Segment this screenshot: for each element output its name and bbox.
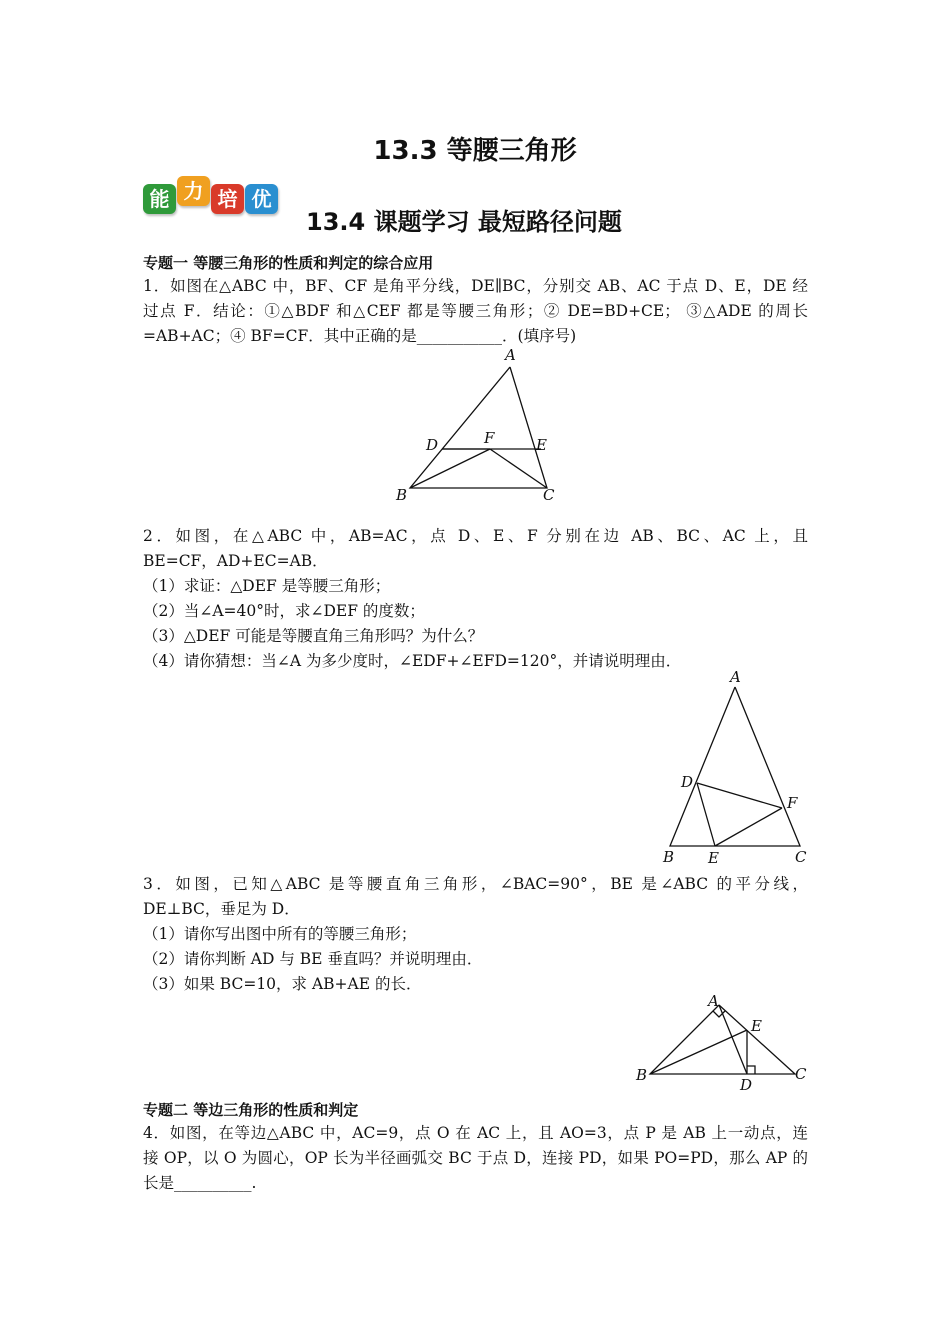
page-subtitle: 13.4 课题学习 最短路径问题 <box>306 208 622 236</box>
badge-char-4: 优 <box>245 184 278 214</box>
q2-line-3: （1）求证：△DEF 是等腰三角形； <box>143 577 391 595</box>
q3-figure <box>630 988 815 1093</box>
q1-label-e: E <box>536 436 547 454</box>
q2-line-6: （4）请你猜想：当∠A 为多少度时，∠EDF+∠EFD=120°，并请说明理由． <box>143 652 682 670</box>
badge-char-2: 力 <box>177 176 210 206</box>
q2-label-e: E <box>708 849 719 867</box>
q3-label-c: C <box>795 1065 807 1083</box>
q4-line-2: 接 OP，以 O 为圆心，OP 长为半径画弧交 BC 于点 D，连接 PD，如果 PO=PD，那么 AP 的 <box>143 1149 808 1167</box>
q2-label-c: C <box>795 848 807 866</box>
q2-label-a: A <box>730 668 741 686</box>
q3-line-5: （3）如果 BC=10，求 AB+AE 的长． <box>143 975 422 993</box>
q1-line-2: 过点 F．结论：①△BDF 和△CEF 都是等腰三角形；② DE=BD+CE； ③△ADE 的周长 <box>143 302 808 320</box>
section-heading-1: 专题一 等腰三角形的性质和判定的综合应用 <box>143 254 434 272</box>
q3-label-a: A <box>708 992 719 1010</box>
q3-label-d: D <box>740 1076 753 1093</box>
q2-line-5: （3）△DEF 可能是等腰直角三角形吗？为什么？ <box>143 627 484 645</box>
q2-figure <box>655 665 815 870</box>
q2-label-b: B <box>663 848 675 866</box>
ability-badge-logo <box>143 176 279 220</box>
q4-line-3: 长是__________. <box>143 1174 257 1192</box>
q3-line-2: DE⊥BC，垂足为 D． <box>143 900 300 918</box>
q3-line-4: （2）请你判断 AD 与 BE 垂直吗？并说明理由． <box>143 950 483 968</box>
q3-label-b: B <box>636 1066 648 1084</box>
section-heading-2: 专题二 等边三角形的性质和判定 <box>143 1101 359 1119</box>
q2-line-4: （2）当∠A=40°时，求∠DEF 的度数； <box>143 602 425 620</box>
badge-char-1: 能 <box>143 184 176 214</box>
q3-line-1: 3．如图，已知△ABC 是等腰直角三角形，∠BAC=90°，BE 是∠ABC 的平分线， <box>143 875 808 893</box>
q1-label-c: C <box>543 486 555 504</box>
q4-line-1: 4．如图，在等边△ABC 中，AC=9，点 O 在 AC 上，且 AO=3，点 P 是 AB 上一动点，连 <box>143 1124 808 1142</box>
page-title: 13.3 等腰三角形 <box>373 136 577 166</box>
q1-label-f: F <box>484 429 495 447</box>
q1-line-3: =AB+AC；④ BF=CF．其中正确的是___________．(填序号) <box>143 327 577 345</box>
q1-figure <box>390 340 570 510</box>
q1-label-a: A <box>505 346 516 364</box>
q2-label-f: F <box>787 794 798 812</box>
q3-line-3: （1）请你写出图中所有的等腰三角形； <box>143 925 417 943</box>
q3-label-e: E <box>751 1017 762 1035</box>
q1-label-d: D <box>426 436 439 454</box>
q1-label-b: B <box>396 486 408 504</box>
q1-line-1: 1．如图在△ABC 中，BF、CF 是角平分线，DE∥BC，分别交 AB、AC 于点 D、E，DE 经 <box>143 277 808 295</box>
q2-line-1: 2．如图，在△ABC 中，AB=AC，点 D、E、F 分别在边 AB、BC、AC 上，且 <box>143 527 808 545</box>
badge-char-3: 培 <box>211 184 244 214</box>
q2-line-2: BE=CF，AD+EC=AB． <box>143 552 328 570</box>
q2-label-d: D <box>681 773 694 791</box>
